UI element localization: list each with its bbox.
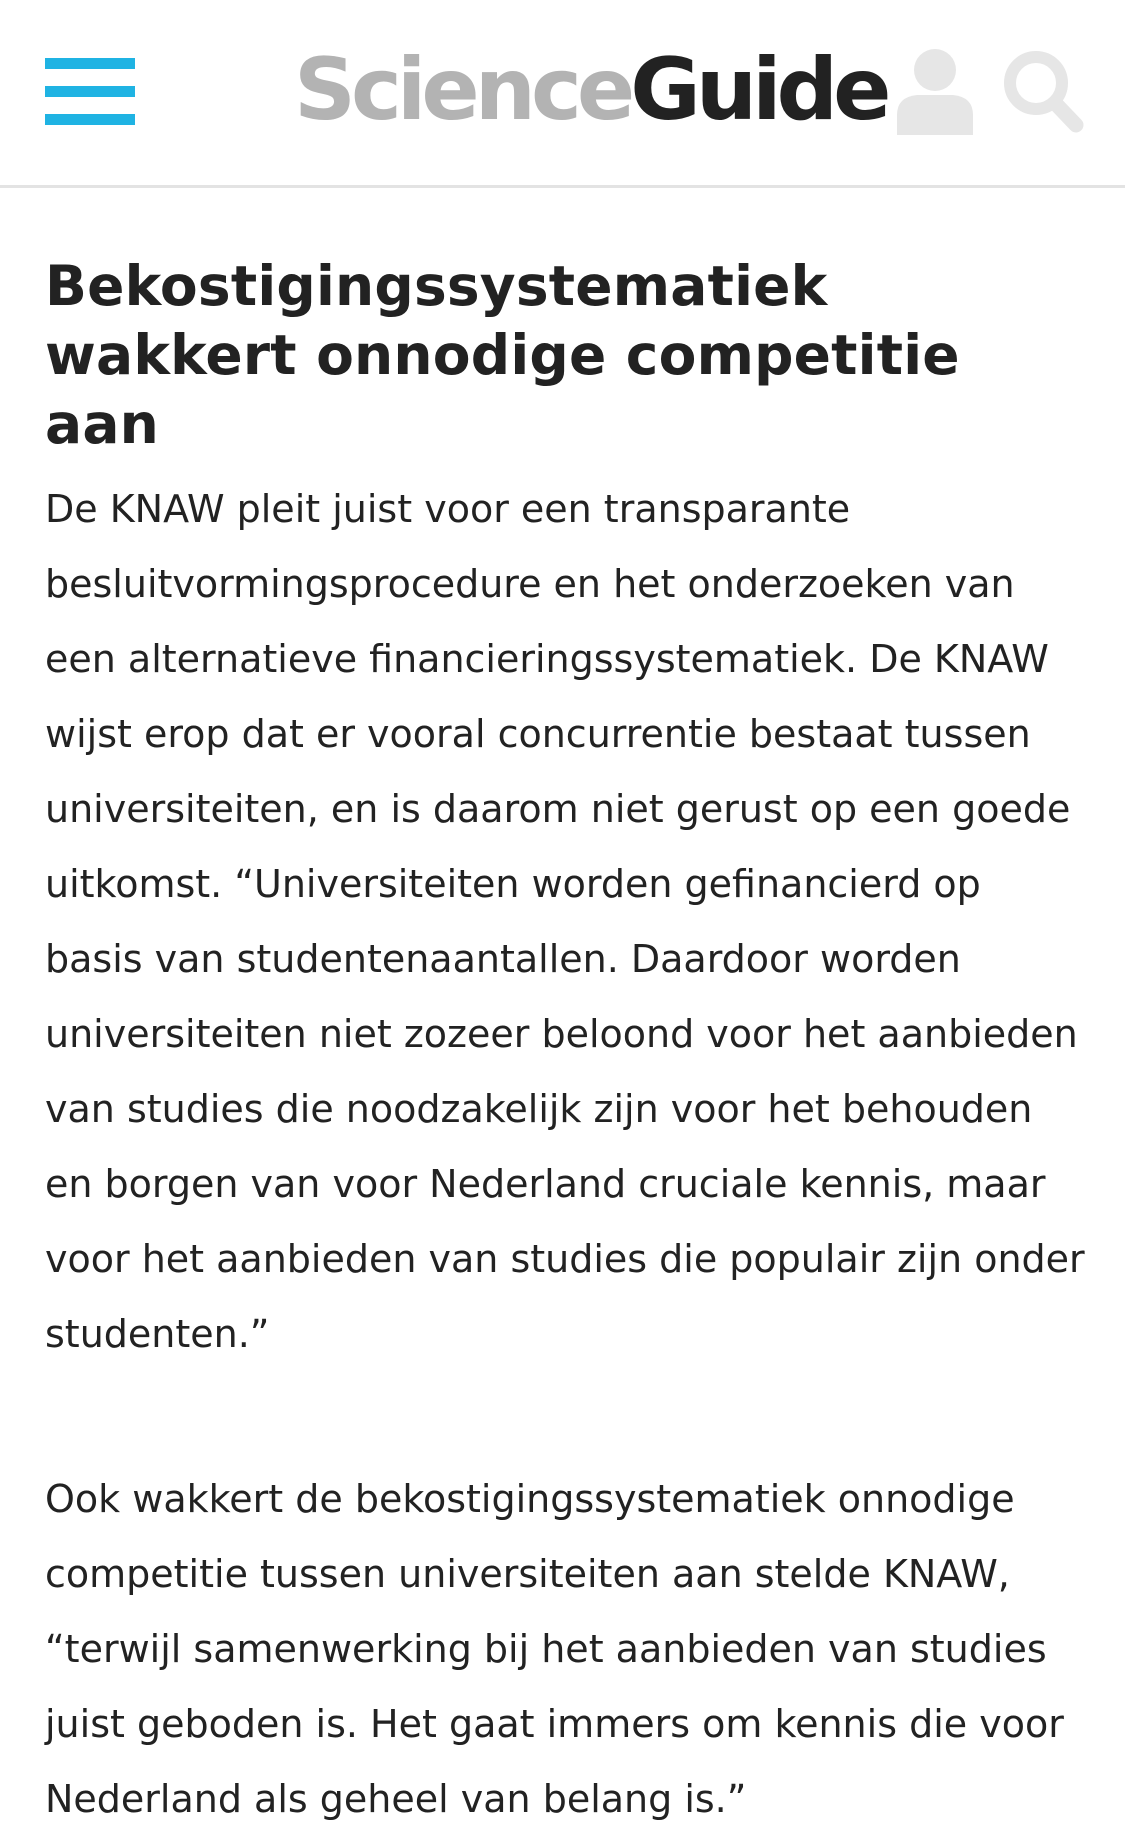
article-paragraph-2: Ook wakkert de bekostigingssystematiek onnodige competitie tussen universiteiten aan stelde KNAW, “terwijl samenwerking bij het aanbieden van studies juist geboden is. Het gaat immers om kennis die voor Nederland als geheel van belang is.” — [45, 1477, 1064, 1821]
article — [45, 252, 1085, 1837]
menu-bar — [45, 114, 135, 125]
article-title: Bekostigingssystematiek wakkert onnodige competitie aan — [45, 254, 960, 456]
search-icon-graphic — [1000, 45, 1084, 135]
site-header — [0, 0, 1125, 188]
logo-text-guide: Guide — [630, 40, 887, 140]
hamburger-menu-icon[interactable] — [45, 58, 135, 126]
sciencguide-logo[interactable] — [294, 40, 886, 140]
article-paragraph-1: De KNAW pleit juist voor een transparante besluitvormingsprocedure en het onderzoeken van een alternatieve financieringssystematiek. De KNAW wijst erop dat er vooral concurrentie bestaat tussen universiteiten, en is daarom niet gerust op een goede uitkomst. “Universiteiten worden gefinancierd op basis van studentenaantallen. Daardoor worden universiteiten niet zozeer beloond voor het aanbieden van studies die noodzakelijk zijn voor het behouden en borgen van voor Nederland cruciale kennis, maar voor het aanbieden van studies die populair zijn onder studenten.” — [45, 487, 1085, 1356]
menu-bar — [45, 86, 135, 97]
user-icon-graphic — [893, 45, 977, 135]
menu-bar — [45, 58, 135, 69]
user-icon[interactable] — [893, 45, 977, 135]
logo-text-science: Science — [294, 40, 631, 140]
search-icon[interactable] — [1000, 45, 1084, 135]
